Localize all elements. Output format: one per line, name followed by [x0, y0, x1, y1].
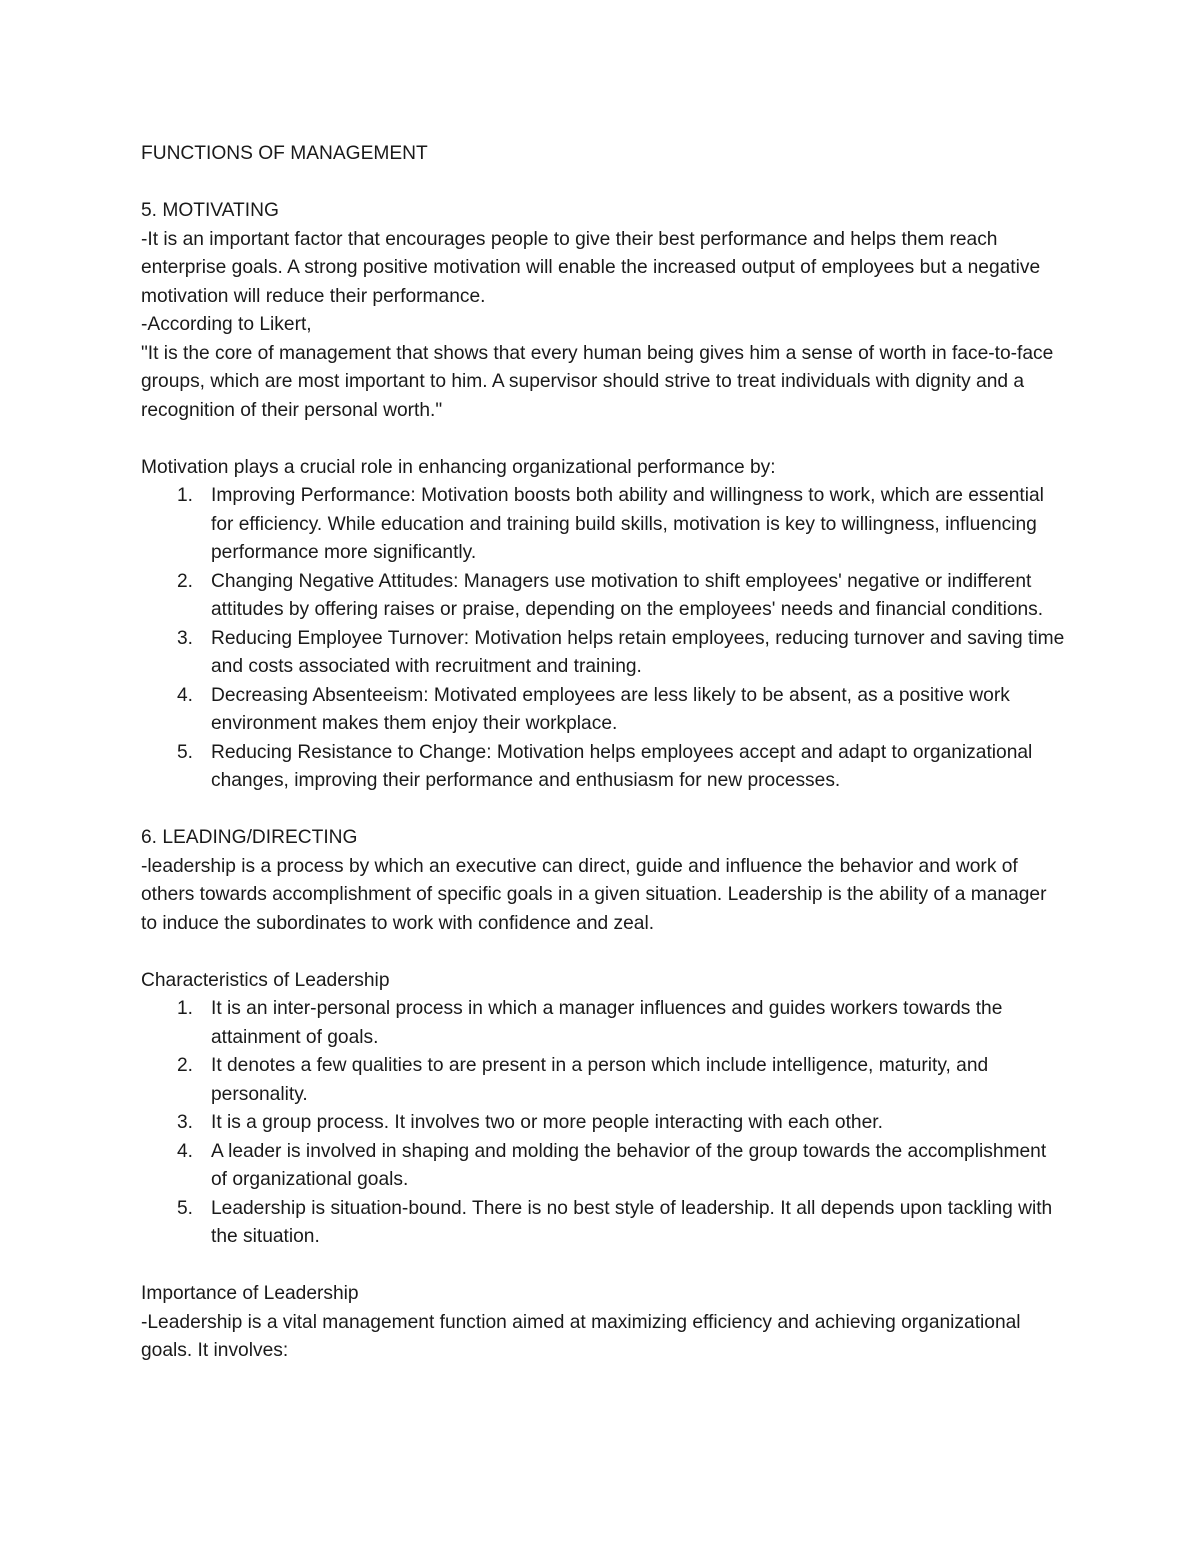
list-number: 1. — [177, 485, 194, 506]
list-item — [141, 482, 1066, 568]
motivation-role-list — [141, 482, 1066, 796]
likert-label: -According to Likert, — [141, 314, 312, 335]
list-number: 2. — [177, 1055, 194, 1076]
leading-intro: -leadership is a process by which an executive can direct, guide and influence the behavior and work of others towards accomplishment of specific goals in a given situation. Leadership is the ability of a manager to induce the subordinates to work with confidence and zeal. — [141, 855, 1047, 934]
motivating-heading: 5. MOTIVATING — [141, 200, 279, 221]
list-item-text: Improving Performance: Motivation boosts both ability and willingness to work, which are essential for efficiency. While education and training build skills, motivation is key to willingness, influencing performance more significantly. — [211, 485, 1044, 563]
spacer — [141, 938, 1066, 967]
list-number: 5. — [177, 741, 194, 763]
list-item-text: Leadership is situation-bound. There is no best style of leadership. It all depends upon tackling with the situation. — [211, 1197, 1053, 1247]
list-item-text: It is an inter-personal process in which a manager influences and guides workers towards the attainment of goals. — [211, 998, 1003, 1048]
list-item — [141, 995, 1066, 1052]
list-number: 1. — [177, 998, 194, 1019]
importance-text: -Leadership is a vital management function aimed at maximizing efficiency and achieving organizational goals. It involves: — [141, 1311, 1021, 1361]
spacer — [141, 425, 1066, 454]
list-item — [141, 1195, 1066, 1252]
leading-heading: 6. LEADING/DIRECTING — [141, 827, 358, 848]
list-number: 3. — [177, 627, 194, 649]
list-item-text: Reducing Resistance to Change: Motivation helps employees accept and adapt to organizational changes, improving their performance and enthusiasm for new processes. — [211, 741, 1033, 791]
list-item-text: Changing Negative Attitudes: Managers use motivation to shift employees' negative or indifferent attitudes by offering raises or praise, depending on the employees' needs and financial conditions. — [211, 570, 1044, 620]
list-item — [141, 568, 1066, 625]
list-item — [141, 1138, 1066, 1195]
list-number: 2. — [177, 570, 194, 592]
spacer — [141, 1252, 1066, 1281]
list-item — [141, 1052, 1066, 1109]
spacer — [141, 796, 1066, 825]
list-item — [141, 625, 1066, 682]
list-item-text: It is a group process. It involves two or more people interacting with each other. — [211, 1112, 883, 1133]
list-number: 3. — [177, 1112, 194, 1133]
list-item-text: It denotes a few qualities to are present in a person which include intelligence, maturity, and personality. — [211, 1055, 989, 1105]
list-number: 5. — [177, 1197, 194, 1219]
list-number: 4. — [177, 1140, 194, 1162]
document-title: FUNCTIONS OF MANAGEMENT — [141, 143, 428, 164]
list-item — [141, 1109, 1066, 1138]
characteristics-heading: Characteristics of Leadership — [141, 969, 390, 991]
list-number: 4. — [177, 684, 194, 706]
likert-quote: "It is the core of management that shows that every human being gives him a sense of worth in face-to-face groups, which are most important to him. A supervisor should strive to treat individuals with dignity and a recognition of their personal worth." — [141, 342, 1054, 421]
list-item-text: A leader is involved in shaping and molding the behavior of the group towards the accomplishment of organizational goals. — [211, 1140, 1047, 1190]
spacer — [141, 169, 1066, 198]
document-body — [141, 140, 1066, 1366]
list-item — [141, 682, 1066, 739]
list-item-text: Decreasing Absenteeism: Motivated employees are less likely to be absent, as a positive work environment makes them enjoy their workplace. — [211, 684, 1010, 734]
motivating-intro: -It is an important factor that encourages people to give their best performance and helps them reach enterprise goals. A strong positive motivation will enable the increased output of employees but a negative motivation will reduce their performance. — [141, 228, 1041, 307]
characteristics-list — [141, 995, 1066, 1252]
list-item — [141, 739, 1066, 796]
list-item-text: Reducing Employee Turnover: Motivation helps retain employees, reducing turnover and saving time and costs associated with recruitment and training. — [211, 627, 1065, 677]
importance-heading: Importance of Leadership — [141, 1283, 359, 1304]
motivation-role-intro: Motivation plays a crucial role in enhancing organizational performance by: — [141, 456, 776, 478]
